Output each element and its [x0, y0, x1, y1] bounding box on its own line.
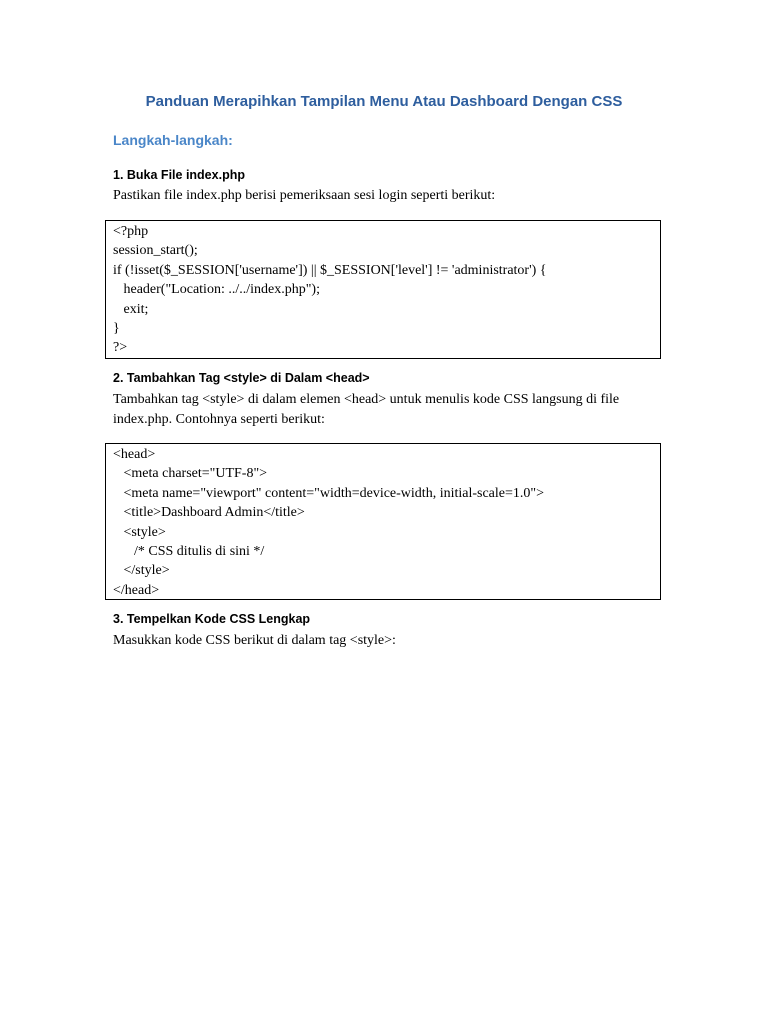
code-line: }	[113, 321, 120, 337]
step-2-text: Tambahkan tag <style> di dalam elemen <head> untuk menulis kode CSS langsung di file index.php. Contohnya seperti berikut:	[113, 392, 620, 427]
code-line: session_start();	[113, 243, 198, 259]
step-1-heading: 1. Buka File index.php	[113, 168, 245, 182]
code-line: ?>	[113, 340, 128, 356]
document-title: Panduan Merapihkan Tampilan Menu Atau Dashboard Dengan CSS	[145, 93, 623, 110]
steps-subtitle: Langkah-langkah:	[113, 132, 233, 148]
step-1-text: Pastikan file index.php berisi pemeriksaan sesi login seperti berikut:	[113, 188, 496, 203]
step-2-heading: 2. Tambahkan Tag <style> di Dalam <head>	[113, 371, 370, 385]
code-line: <meta charset="UTF-8">	[113, 466, 268, 482]
code-line: <style>	[113, 524, 166, 540]
step-3-text: Masukkan kode CSS berikut di dalam tag <style>:	[113, 633, 396, 648]
code-line: /* CSS ditulis di sini */	[113, 544, 265, 560]
code-line: exit;	[113, 301, 149, 317]
code-line: <head>	[113, 447, 156, 462]
step-1-code-block	[105, 220, 661, 359]
code-line: </style>	[113, 563, 170, 579]
step-2-code-block	[105, 443, 661, 600]
code-line: <title>Dashboard Admin</title>	[113, 505, 305, 521]
step-3-heading: 3. Tempelkan Kode CSS Lengkap	[113, 612, 311, 626]
code-line: if (!isset($_SESSION['username']) || $_SESSION['level'] != 'administrator') {	[113, 262, 547, 278]
code-line: </head>	[113, 582, 160, 598]
code-line: header("Location: ../../index.php");	[113, 282, 320, 298]
code-line: <meta name="viewport" content="width=device-width, initial-scale=1.0">	[113, 485, 545, 501]
code-line: <?php	[113, 224, 149, 239]
